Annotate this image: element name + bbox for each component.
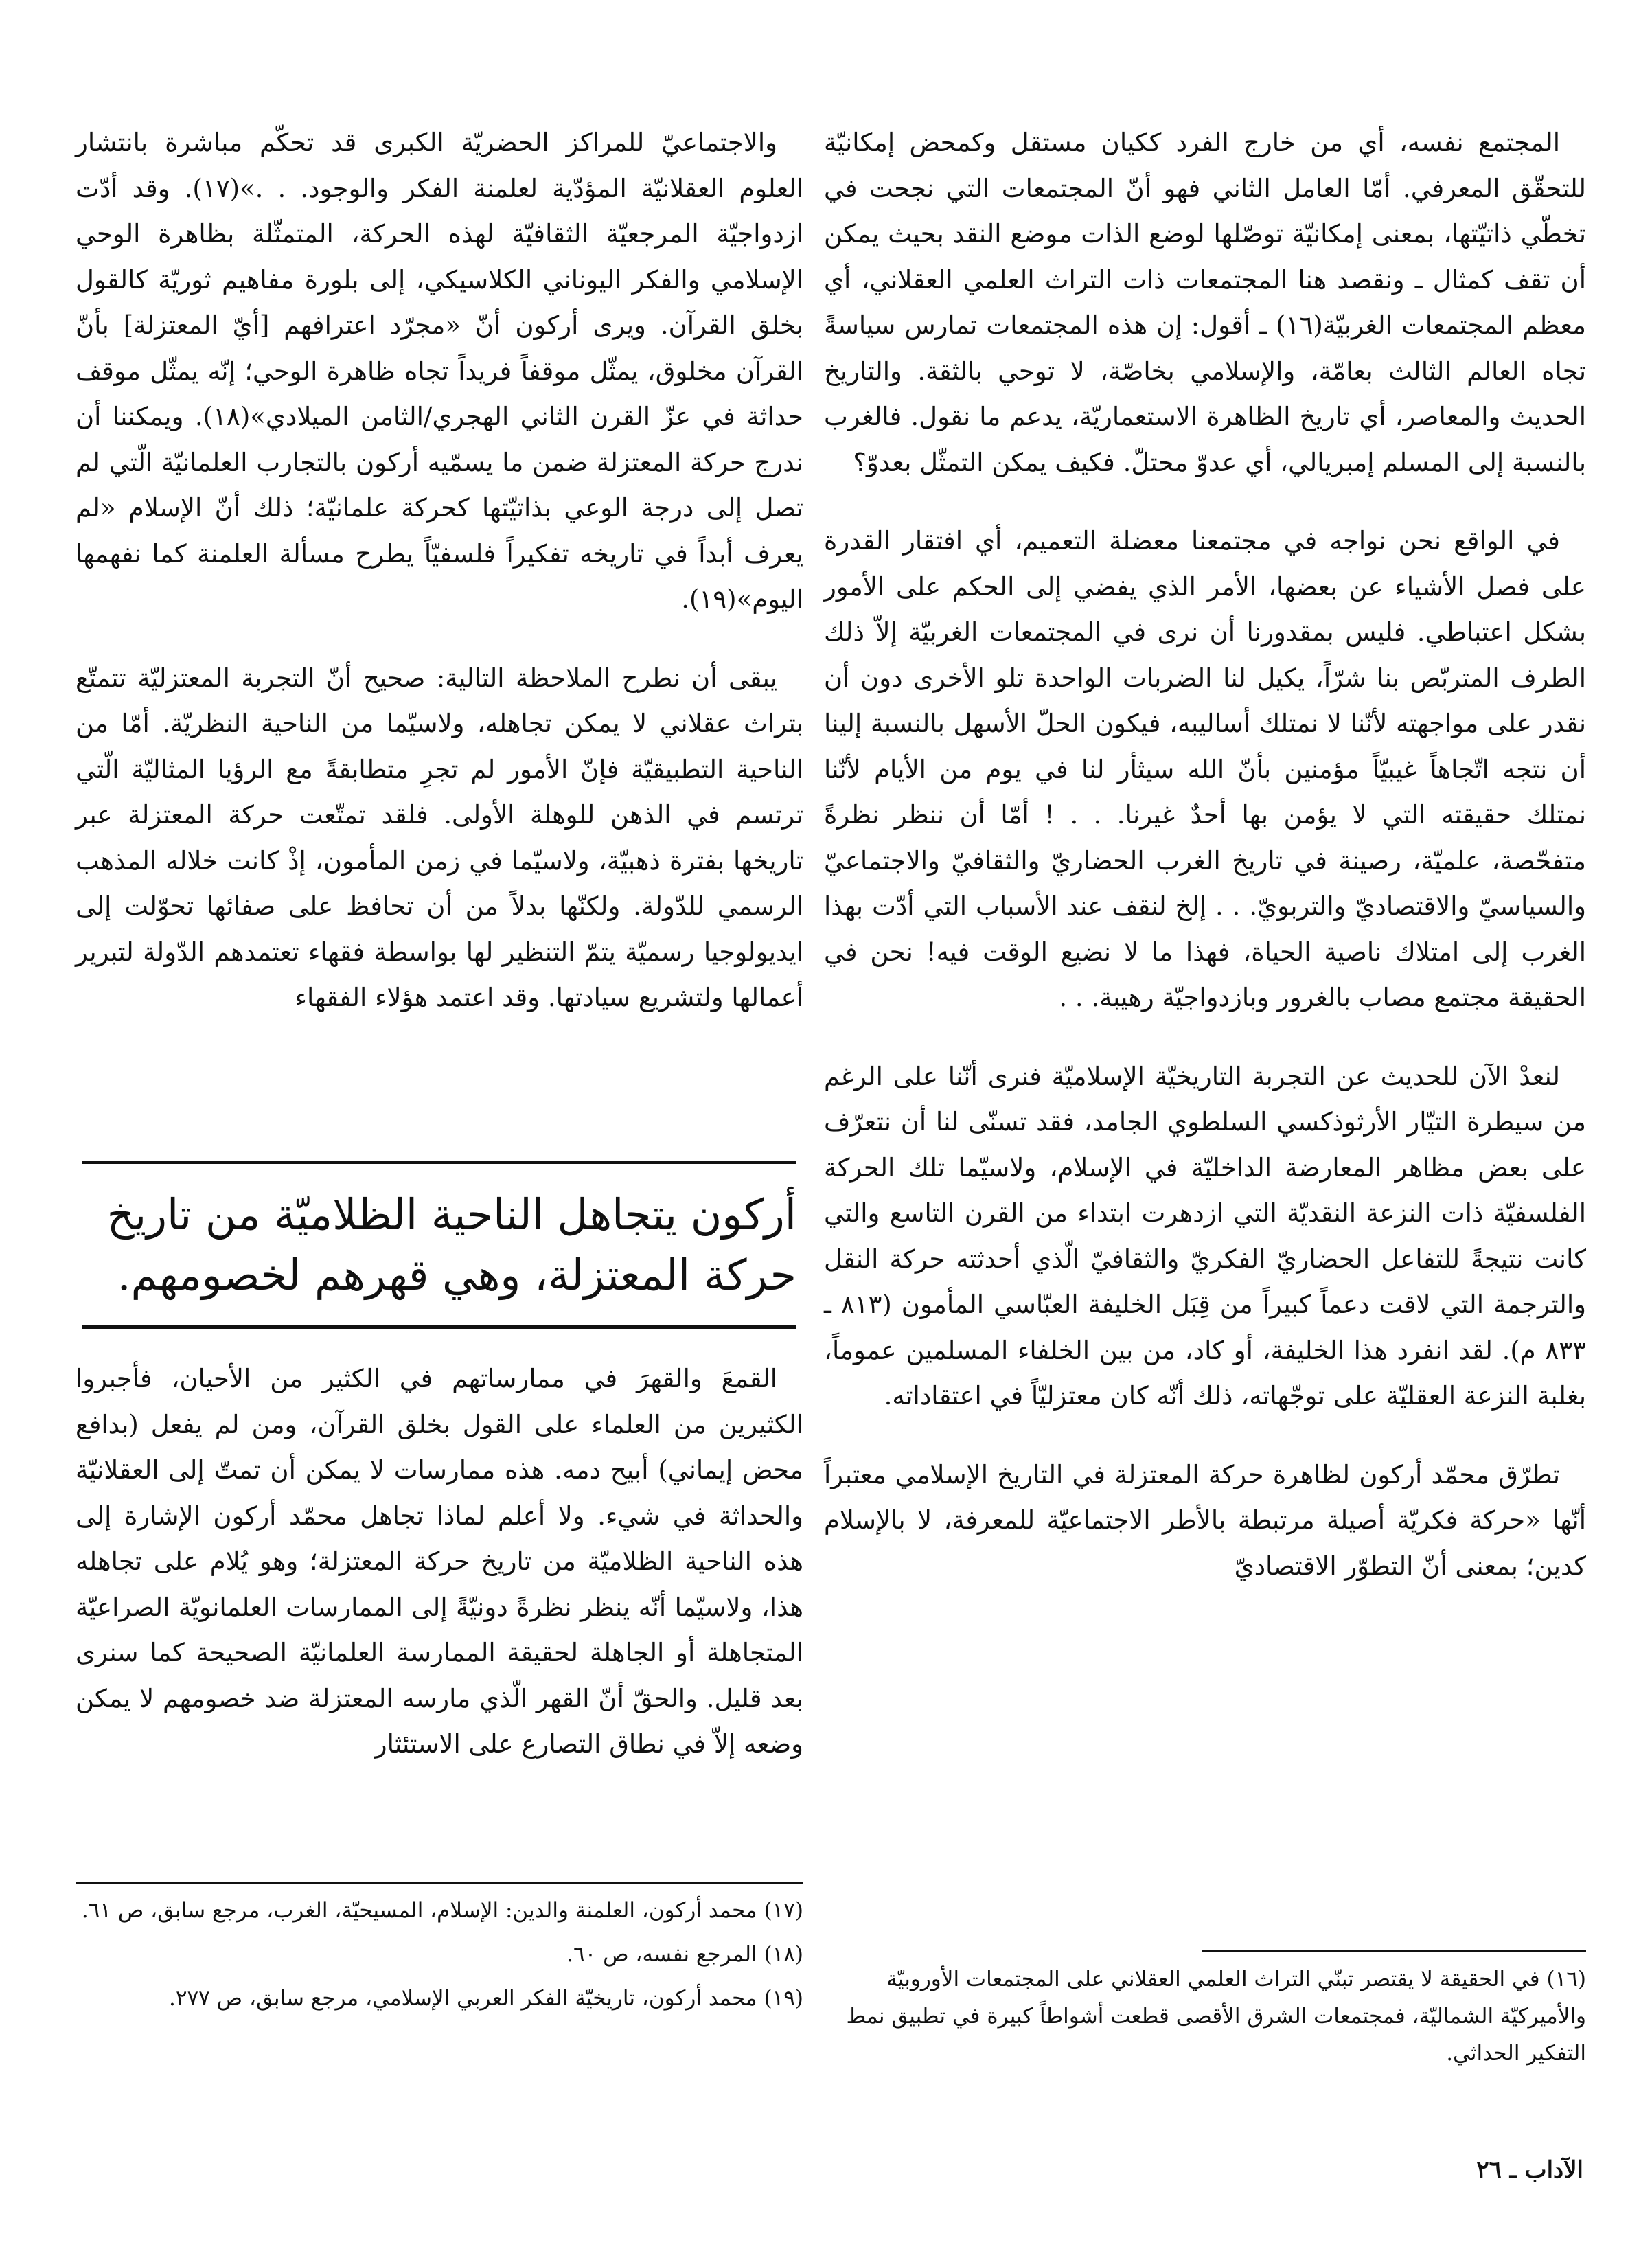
left-column-top [76, 120, 803, 1054]
right-column [824, 120, 1586, 1622]
paragraph: لنعدْ الآن للحديث عن التجربة التاريخيّة الإسلاميّة فنرى أنّنا على الرغم من سيطرة التيّار الأرثوذكسي السلطوي الجامد، فقد تسنّى لنا أن نتعرّف على بعض مظاهر المعارضة الداخليّة في الإسلام، ولاسيّما تلك الحركة الفلسفيّة ذات النزعة النقديّة التي ازدهرت ابتداء من القرن التاسع والتي كانت نتيجةً للتفاعل الحضاريّ الفكريّ والثقافيّ الّذي أحدثته حركة النقل والترجمة التي لاقت دعماً كبيراً من قِبَل الخليفة العبّاسي المأمون (٨١٣ ـ ٨٣٣ م). لقد انفرد هذا الخليفة، أو كاد، من بين الخلفاء المسلمين عموماً، بغلبة النزعة العقليّة على توجّهاته، ذلك أنّه كان معتزليّاً في اعتقاداته. [824, 1061, 1587, 1411]
page-folio: الآداب ـ ٢٦ [1476, 2156, 1583, 2184]
footnotes-right [824, 1961, 1586, 2079]
paragraph: في الواقع نحن نواجه في مجتمعنا معضلة التعميم، أي افتقار القدرة على فصل الأشياء عن بعضها، الأمر الذي يفضي إلى الحكم على الأمور بشكل اعتباطي. فليس بمقدورنا أن نرى في المجتمعات الغربيّة إلاّ ذلك الطرف المتربّص بنا شرّاً، يكيل لنا الضربات الواحدة تلو الأخرى دون أن نقدر على مواجهته لأنّنا لا نمتلك أساليبه، فيكون الحلّ الأسهل بالنسبة إلينا أن نتجه اتّجاهاً غيبيّاً مؤمنين بأنّ الله سيثأر لنا في يوم من الأيام لأنّنا نمتلك حقيقته التي لا يؤمن بها أحدٌ غيرنا. . . ! أمّا أن ننظر نظرةً متفحّصة، علميّة، رصينة في تاريخ الغرب الحضاريّ والثقافيّ والاجتماعيّ والسياسيّ والاقتصاديّ والتربويّ. . . إلخ لنقف عند الأسباب التي أدّت بهذا الغرب إلى امتلاك ناصية الحياة، فهذا ما لا نضيع الوقت فيه! نحن في الحقيقة مجتمع مصاب بالغرور وبازدواجيّة رهيبة. . . [824, 526, 1586, 1012]
footnote: (١٨) المرجع نفسه، ص ٦٠. [566, 1942, 803, 1967]
footnote: (١٦) في الحقيقة لا يقتصر تبنّي التراث العلمي العقلاني على المجتمعات الأوروبيّة والأميركيّة الشماليّة، فمجتمعات الشرق الأقصى قطعت أشواطاً كبيرة في تطبيق نمط التفكير الحداثي. [846, 1967, 1586, 2066]
paragraph: القمعَ والقهرَ في ممارساتهم في الكثير من الأحيان، فأجبروا الكثيرين من العلماء على القول بخلق القرآن، ومن لم يفعل (بدافع محض إيماني) أبيح دمه. هذه ممارسات لا يمكن أن تمتّ إلى العقلانيّة والحداثة في شيء. ولا أعلم لماذا تجاهل محمّد أركون الإشارة إلى هذه الناحية الظلاميّة من تاريخ حركة المعتزلة؛ وهو يُلام على تجاهله هذا، ولاسيّما أنّه ينظر نظرةً دونيّةً إلى الممارسات العلمانويّة الصراعيّة المتجاهلة أو الجاهلة لحقيقة الممارسة العلمانيّة الصحيحة كما سنرى بعد قليل. والحقّ أنّ القهر الّذي مارسه المعتزلة ضد خصومهم لا يمكن وضعه إلاّ في نطاق التصارع على الاستئثار [76, 1364, 803, 1759]
footnotes-left [76, 1892, 803, 2024]
pull-quote-bottom-rule [82, 1325, 796, 1329]
paragraph: تطرّق محمّد أركون لظاهرة حركة المعتزلة في التاريخ الإسلامي معتبراً أنّها «حركة فكريّة أصيلة مرتبطة بالأطر الاجتماعيّة للمعرفة، لا بالإسلام كدين؛ بمعنى أنّ التطوّر الاقتصاديّ [824, 1459, 1586, 1581]
left-column-bottom [76, 1356, 803, 1801]
footnote: (١٩) محمد أركون، تاريخيّة الفكر العربي الإسلامي، مرجع سابق، ص ٢٧٧. [169, 1986, 803, 2011]
footnote-rule-right [1202, 1950, 1586, 1952]
pull-quote: أركون يتجاهل الناحية الظلاميّة من تاريخ حركة المعتزلة، وهي قهرهم لخصومهم. [106, 1189, 796, 1300]
pull-quote-top-rule [82, 1161, 796, 1164]
paragraph: المجتمع نفسه، أي من خارج الفرد ككيان مستقل وكمحض إمكانيّة للتحقّق المعرفي. أمّا العامل الثاني فهو أنّ المجتمعات التي نجحت في تخطّي ذاتيّتها، بمعنى إمكانيّة توصّلها لوضع الذات موضع النقد بحيث يمكن أن تقف كمثال ـ ونقصد هنا المجتمعات ذات التراث العلمي العقلاني، أي معظم المجتمعات الغربيّة(١٦) ـ أقول: إن هذه المجتمعات تمارس سياسةً تجاه العالم الثالث بعامّة، والإسلامي بخاصّة، لا توحي بالثقة. والتاريخ الحديث والمعاصر، أي تاريخ الظاهرة الاستعماريّة، يدعم ما نقول. فالغرب بالنسبة إلى المسلم إمبريالي، أي عدوّ محتلّ. فكيف يمكن التمثّل بعدوّ؟ [824, 128, 1587, 477]
paragraph: يبقى أن نطرح الملاحظة التالية: صحيح أنّ التجربة المعتزليّة تتمتّع بتراث عقلاني لا يمكن تجاهله، ولاسيّما من الناحية النظريّة. أمّا من الناحية التطبيقيّة فإنّ الأمور لم تجرِ متطابقةً مع الرؤيا المثاليّة الّتي ترتسم في الذهن للوهلة الأولى. فلقد تمتّعت حركة المعتزلة عبر تاريخها بفترة ذهبيّة، ولاسيّما في زمن المأمون، إذْ كانت خلاله المذهب الرسمي للدّولة. ولكنّها بدلاً من أن تحافظ على صفائها تحوّلت إلى ايديولوجيا رسميّة يتمّ التنظير لها بواسطة فقهاء تعتمدهم الدّولة لتبرير أعمالها ولتشريع سيادتها. وقد اعتمد هؤلاء الفقهاء [76, 663, 803, 1012]
footnote: (١٧) محمد أركون، العلمنة والدين: الإسلام، المسيحيّة، الغرب، مرجع سابق، ص ٦١. [81, 1898, 803, 1923]
footnote-rule-left [76, 1882, 803, 1884]
paragraph: والاجتماعيّ للمراكز الحضريّة الكبرى قد تحكّم مباشرة بانتشار العلوم العقلانيّة المؤدّية لعلمنة الفكر والوجود. . .»(١٧). وقد أدّت ازدواجيّة المرجعيّة الثقافيّة لهذه الحركة، المتمثّلة بظاهرة الوحي الإسلامي والفكر اليوناني الكلاسيكي، إلى بلورة مفاهيم ثوريّة كالقول بخلق القرآن. ويرى أركون أنّ «مجرّد اعترافهم [أيّ المعتزلة] بأنّ القرآن مخلوق، يمثّل موقفاً فريداً تجاه ظاهرة الوحي؛ إنّه يمثّل موقف حداثة في عزّ القرن الثاني الهجري/الثامن الميلادي»(١٨). ويمكننا أن ندرج حركة المعتزلة ضمن ما يسمّيه أركون بالتجارب العلمانيّة الّتي لم تصل إلى درجة الوعي بذاتيّتها كحركة علمانيّة؛ ذلك أنّ الإسلام «لم يعرف أبداً في تاريخه تفكيراً فلسفيّاً يطرح مسألة العلمنة كما نفهمها اليوم»(١٩). [76, 128, 803, 614]
